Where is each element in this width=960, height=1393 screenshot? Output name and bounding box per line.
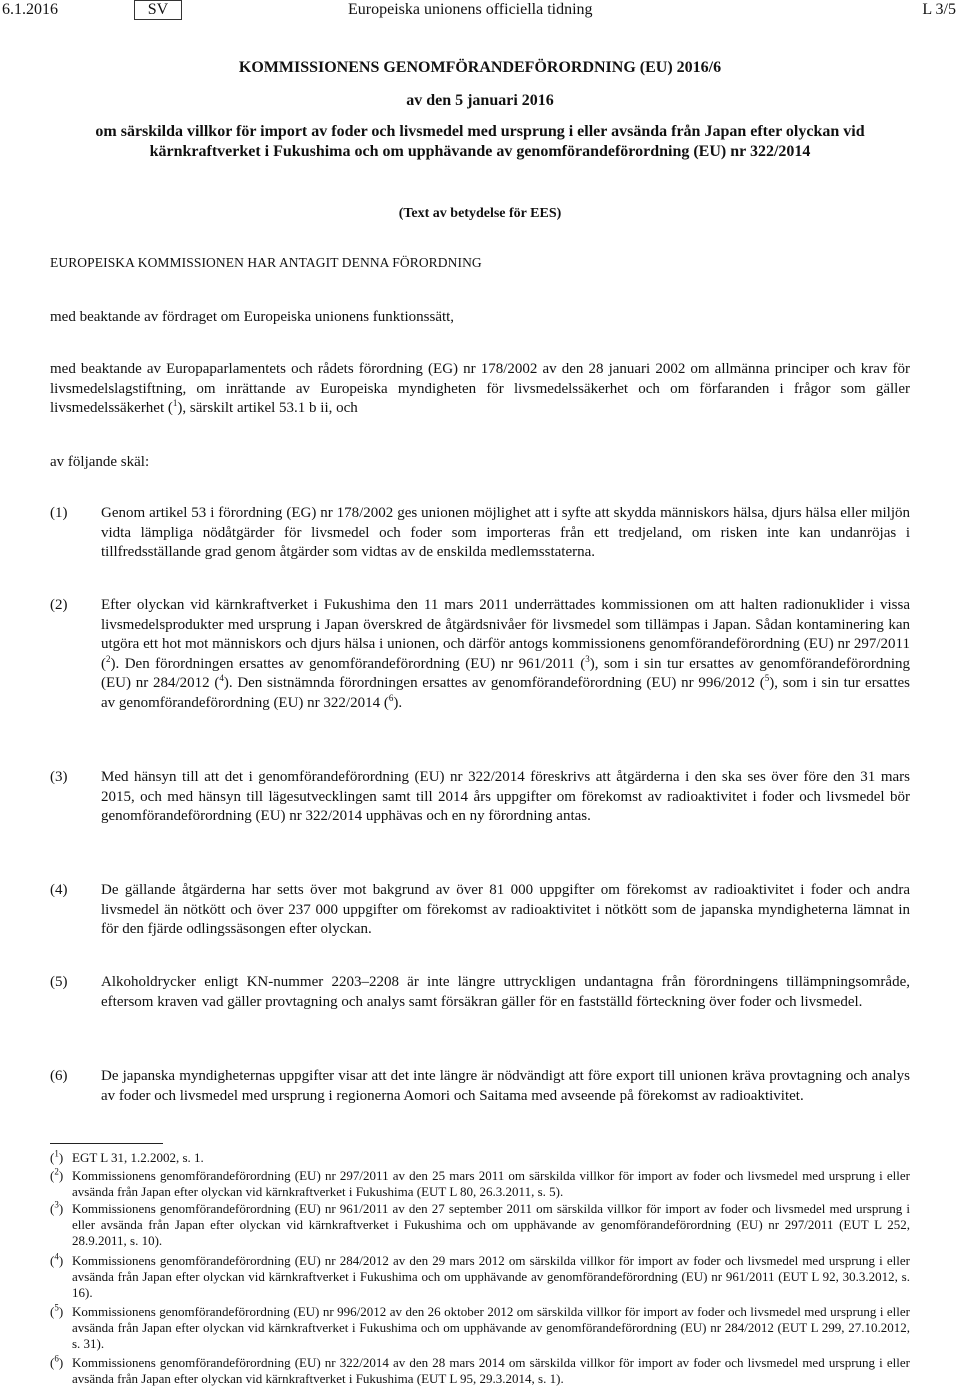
eea-relevance: (Text av betydelse för EES) [398,206,562,221]
recital-number: (2) [50,597,68,613]
recital-number: (3) [50,769,68,785]
citation-regulation: med beaktande av Europaparlamentets och rådets förordning (EG) nr 178/2002 av den 28 januari 2002 om allmänna principer och krav för livsmedelslagstiftning, om inrättande av Europeiska myndigheten för livsmedelssäkerhet och om förfaranden i frågor som gäller livsmedelssäkerhet ($^1$), särskilt artikel 53.1 b ii, och [50,361,910,416]
recital-number: (6) [50,1068,68,1084]
recital-text: De japanska myndigheternas uppgifter visar att det inte längre är nödvändigt att före export till unionen kräva provtagning och analys av foder och livsmedel med ursprung i regionerna Aomori och Saitama med avseende på förekomst av radioaktivitet. [101,1068,910,1104]
recital-text: De gällande åtgärderna har setts över mot bakgrund av över 81 000 uppgifter om förekomst av radioaktivitet i foder och andra livsmedel än nötkött och över 237 000 uppgifter om förekomst av radioaktivitet i nötkött som de japanska myndigheterna lämnat in för den fjärde odlingssäsongen efter olyckan. [101,882,910,937]
footnote-text: Kommissionens genomförandeförordning (EU) nr 297/2011 av den 25 mars 2011 om särskilda villkor för import av foder och livsmedel med ursprung i eller avsända från Japan efter olyckan vid kärnkraftverket i Fukushima (EUT L 80, 26.3.2011, s. 5). [72,1168,910,1200]
footnote-text: Kommissionens genomförandeförordning (EU) nr 322/2014 av den 28 mars 2014 om särskilda villkor för import av foder och livsmedel med ursprung i eller avsända från Japan efter olyckan vid kärnkraftverket i Fukushima (EUT L 95, 29.3.2014, s. 1). [72,1355,910,1387]
footnote-number: ($^2$) [50,1166,64,1183]
regulation-title: KOMMISSIONENS GENOMFÖRANDEFÖRORDNING (EU) 2016/6 [238,59,722,76]
footnote-divider [50,1143,163,1144]
recital-text: Efter olyckan vid kärnkraftverket i Fukushima den 11 mars 2011 underrättades kommissionen om att halten radionuklider i vissa livsmedelsprodukter med ursprung i Japan överskred de åtgärdsnivåer för livsmedel som tillämpas i Japan. Sådan kontaminering kan utgöra ett hot mot människors och djurs hälsa i unionen, och därför antogs kommissionens genomförandeförordning (EU) nr 297/2011 ($^2$). Den förordningen ersattes av genomförandeförordning (EU) nr 961/2011 ($^3$), som i sin tur ersattes av genomförandeförordning (EU) nr 284/2012 ($^4$). Den sistnämnda förordningen ersattes av genomförandeförordning (EU) nr 996/2012 ($^5$), som i sin tur ersattes av genomförandeförordning (EU) nr 322/2014 ($^6$). [101,597,910,711]
regulation-date: av den 5 januari 2016 [406,92,554,109]
footnote-text: EGT L 31, 1.2.2002, s. 1. [72,1150,204,1165]
whereas-heading: av följande skäl: [50,454,150,470]
footnote-number: ($^6$) [50,1353,64,1370]
footnote-text: Kommissionens genomförandeförordning (EU) nr 996/2012 av den 26 oktober 2012 om särskilda villkor för import av foder och livsmedel med ursprung i eller avsända från Japan efter olyckan vid kärnkraftverket i Fukushima och om upphävande av genomförandeförordning (EU) nr 284/2012 (EUT L 299, 27.10.2012, s. 31). [72,1304,910,1352]
citation-treaty: med beaktande av fördraget om Europeiska unionens funktionssätt, [50,309,455,325]
footnote-ref: 6 [388,692,394,703]
footnote-ref: 3 [585,653,590,664]
recital-text: Alkoholdrycker enligt KN-nummer 2203–2208 är inte längre uttryckligen undantagna från förordningens tillämpningsområde, eftersom kraven vad gäller provtagning och analys samt försäkran gäller för en fastställd förteckning över foder och livsmedel. [101,974,910,1010]
footnote-number: ($^3$) [50,1199,64,1216]
footnote-ref: 5 [764,673,770,683]
footnote-ref: 2 [106,653,111,664]
footnote-ref: 4 [219,673,224,683]
adoption-statement: EUROPEISKA KOMMISSIONEN HAR ANTAGIT DENNA FÖRORDNING [50,255,482,270]
recital-number: (1) [50,505,68,521]
recital-number: (5) [50,974,68,990]
recital-text: Med hänsyn till att det i genomförandeförordning (EU) nr 322/2014 föreskrivs att åtgärderna i den ska ses över före den 31 mars 2015, och med hänsyn till lägesutvecklingen samt till 2014 års uppgifter om förekomst av radioaktivitet i foder och livsmedel bör genomförandeförordning (EU) nr 322/2014 upphävas och en ny förordning antas. [101,769,910,824]
regulation-subject: om särskilda villkor för import av foder och livsmedel med ursprung i eller avsända från Japan efter olyckan vid kärnkraftverket i Fukushima och om upphävande av genomförandeförordning (EU) nr 322/2014 [95,123,865,160]
footnote-number: ($^1$) [50,1148,64,1165]
footnote-ref: 1 [172,398,178,408]
journal-title: Europeiska unionens officiella tidning [348,1,593,18]
recital-text: Genom artikel 53 i förordning (EG) nr 178/2002 ges unionen möjlighet att i syfte att skydda människors hälsa, djurs hälsa eller miljön vidta lämpliga nödåtgärder för livsmedel och foder som importeras från ett tredjeland, om risken inte kan undanröjas i tillfredsställande grad genom åtgärder som vidtas av de enskilda medlemsstaterna. [101,505,910,560]
footnote-text: Kommissionens genomförandeförordning (EU) nr 284/2012 av den 29 mars 2012 om särskilda villkor för import av foder och livsmedel med ursprung i eller avsända från Japan efter olyckan vid kärnkraftverket i Fukushima och om upphävande av genomförandeförordning (EU) nr 961/2011 (EUT L 92, 30.3.2012, s. 16). [72,1253,910,1301]
page-header [0,0,960,20]
footnote-text: Kommissionens genomförandeförordning (EU) nr 961/2011 av den 27 september 2011 om särskilda villkor för import av foder och livsmedel med ursprung i eller avsända från Japan efter olyckan vid kärnkraftverket i Fukushima och om upphävande av genomförandeförordning (EU) nr 297/2011 (EUT L 252, 28.9.2011, s. 10). [72,1201,910,1249]
footnote-number: ($^5$) [50,1302,64,1319]
page-number: L 3/5 [922,1,956,18]
publication-date: 6.1.2016 [2,1,58,18]
footnote-number: ($^4$) [50,1251,64,1268]
recital-number: (4) [50,882,68,898]
language-badge: SV [134,0,182,20]
